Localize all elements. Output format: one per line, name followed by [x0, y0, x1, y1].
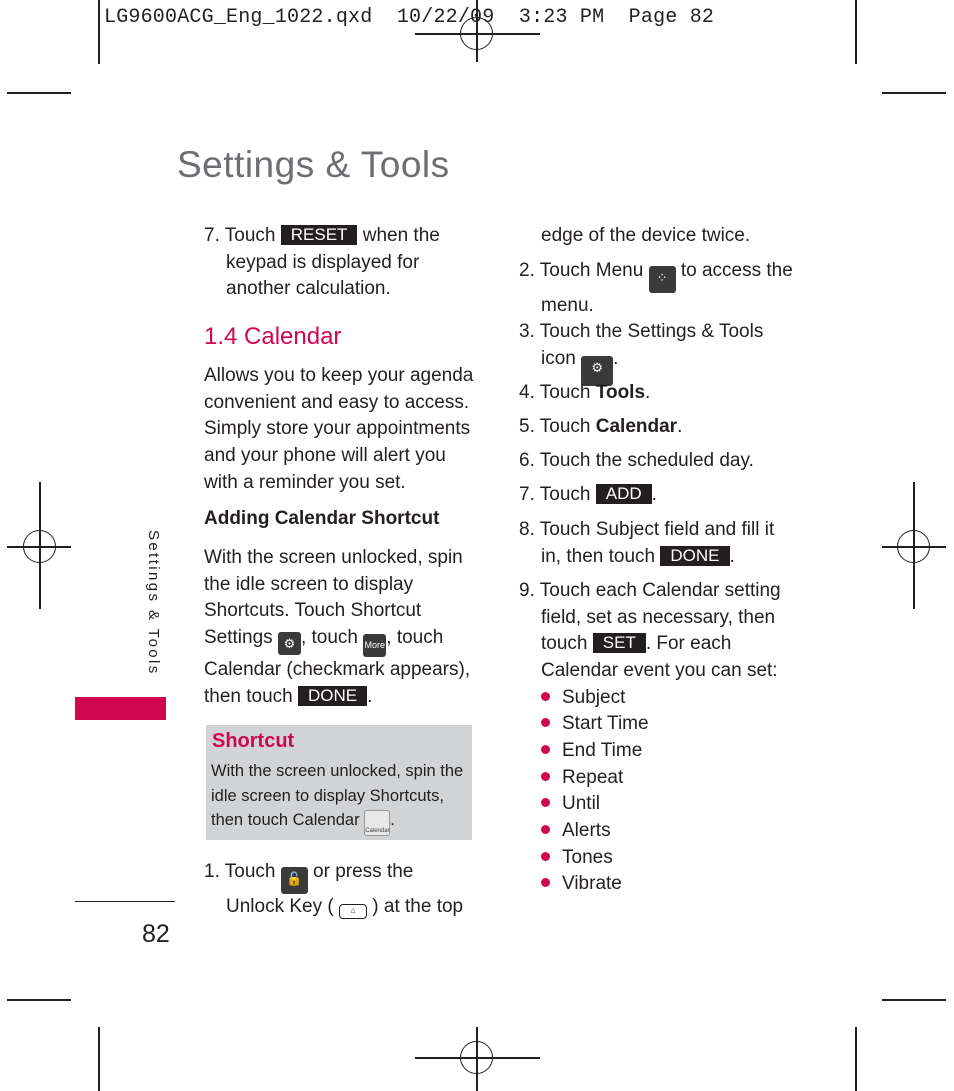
done-button: DONE: [298, 686, 367, 706]
page-number: 82: [142, 920, 170, 948]
crop-mark: [882, 999, 946, 1001]
calendar-icon: Calendar: [364, 810, 390, 836]
settings-tools-icon: ⚙: [581, 356, 613, 386]
step-9: 9. Touch each Calendar setting field, set as necessary, then touch SET . For each Calendar event you can set:: [519, 580, 781, 682]
step-7-right: 7. Touch ADD .: [519, 484, 657, 505]
page-title: Settings & Tools: [177, 144, 450, 185]
done-button: DONE: [660, 546, 729, 566]
subheading: Adding Calendar Shortcut: [204, 508, 440, 529]
menu-icon: ⁘: [649, 266, 676, 293]
side-tab-bar: [75, 697, 166, 720]
bullet-dot: [541, 825, 550, 834]
list-item: Until: [541, 791, 600, 818]
bullet-dot: [541, 745, 550, 754]
crop-mark: [855, 1027, 857, 1091]
bullet-dot: [541, 798, 550, 807]
step-7-left: 7. Touch RESET when the keypad is displayed for another calculation.: [204, 225, 440, 300]
shortcut-text: With the screen unlocked, spin the idle screen to display Shortcuts, then touch Calendar Calendar.: [211, 762, 464, 834]
registration-circle: [23, 530, 56, 563]
step-2: 2. Touch Menu ⁘ to access the menu.: [519, 260, 793, 316]
side-tab-label: Settings & Tools: [145, 530, 162, 676]
list-item: Vibrate: [541, 871, 622, 898]
shortcut-heading: Shortcut: [212, 730, 295, 752]
set-button: SET: [593, 633, 646, 653]
crop-mark: [882, 92, 946, 94]
bullet-dot: [541, 852, 550, 861]
registration-circle: [897, 530, 930, 563]
print-slug: LG9600ACG_Eng_1022.qxd 10/22/09 3:23 PM Page 82: [104, 6, 715, 29]
step-8: 8. Touch Subject field and fill it in, then touch DONE .: [519, 519, 775, 567]
crop-mark: [98, 0, 100, 64]
step-3: 3. Touch the Settings & Tools icon ⚙ .: [519, 319, 763, 386]
crop-mark: [7, 999, 71, 1001]
list-item: Tones: [541, 845, 613, 872]
shortcut-paragraph: With the screen unlocked, spin the idle screen to display Shortcuts. Touch Shortcut Settings ⚙ , touch More, touch Calendar (checkmark appears), then touch DONE .: [204, 547, 471, 707]
list-item: Repeat: [541, 765, 623, 792]
more-icon: More: [363, 634, 386, 657]
crop-mark: [7, 92, 71, 94]
list-item: Subject: [541, 685, 625, 712]
step-4: 4. Touch Tools.: [519, 382, 651, 403]
list-item: Alerts: [541, 818, 611, 845]
section-heading: 1.4 Calendar: [204, 323, 342, 350]
step-6: 6. Touch the scheduled day.: [519, 450, 754, 471]
step-5: 5. Touch Calendar.: [519, 416, 683, 437]
page-number-rule: [75, 901, 175, 902]
unlock-key-icon: ⌂: [339, 904, 367, 919]
settings-gear-icon: ⚙: [278, 632, 301, 655]
crop-mark: [855, 0, 857, 64]
reset-button: RESET: [281, 225, 358, 245]
bullet-dot: [541, 692, 550, 701]
bullet-dot: [541, 878, 550, 887]
crop-mark: [98, 1027, 100, 1091]
intro-paragraph: Allows you to keep your agenda convenient and easy to access. Simply store your appointments and your phone will alert you with a reminder you set.: [204, 365, 474, 493]
registration-circle: [460, 1041, 493, 1074]
bullet-dot: [541, 718, 550, 727]
list-item: End Time: [541, 738, 642, 765]
add-button: ADD: [596, 484, 652, 504]
list-item: Start Time: [541, 711, 649, 738]
unlock-icon: 🔓: [281, 867, 308, 894]
step-1: 1. Touch 🔓 or press the Unlock Key ( ⌂ ) at the top: [204, 861, 464, 917]
step-1-continued: edge of the device twice.: [541, 225, 751, 246]
bullet-dot: [541, 772, 550, 781]
